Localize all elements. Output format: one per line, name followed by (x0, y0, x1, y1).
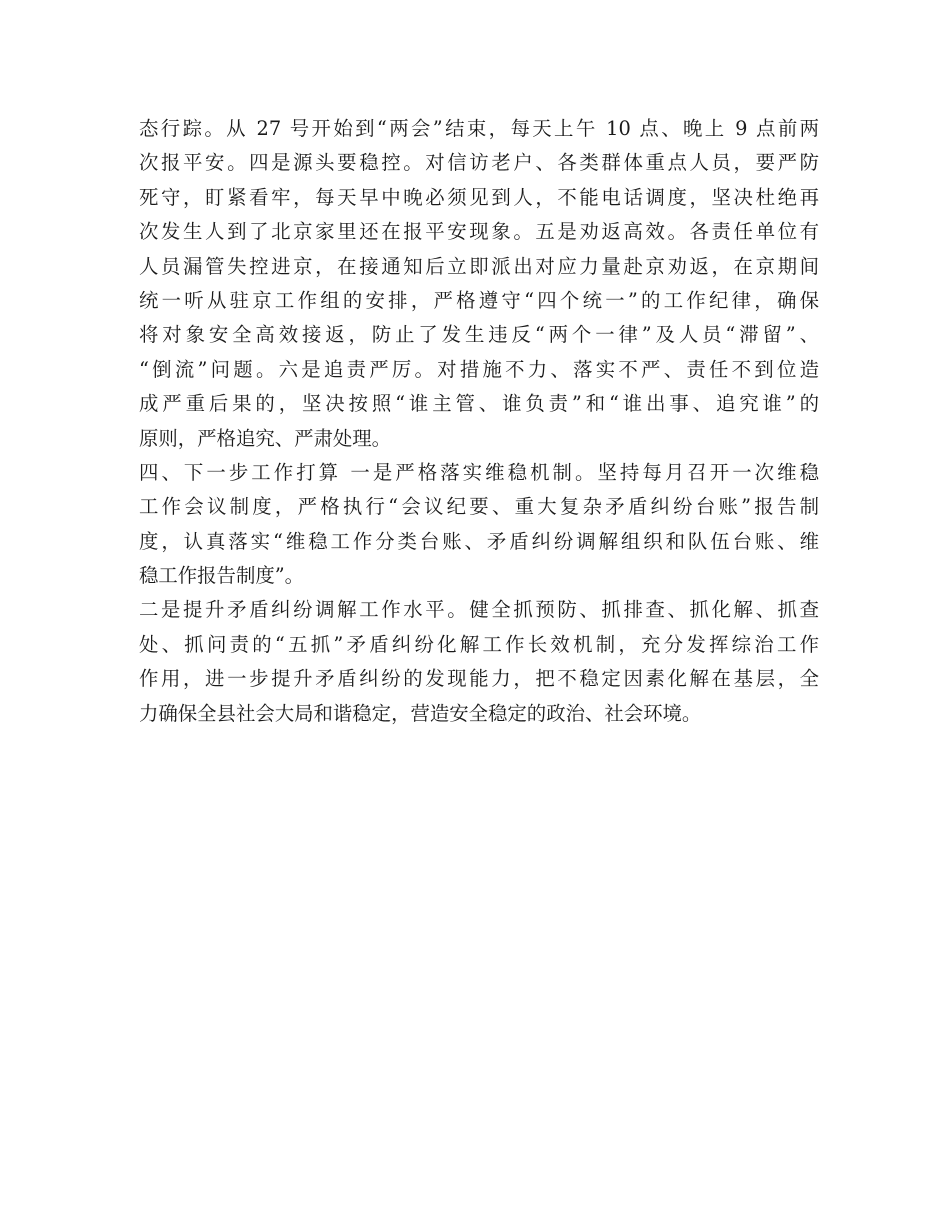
document-body (139, 112, 819, 731)
text-line: 二是提升矛盾纠纷调解工作水平。健全抓预防、抓排查、抓化解、抓查 (139, 598, 819, 622)
text-line: 人员漏管失控进京，在接通知后立即派出对应力量赴京劝返，在京期间 (139, 254, 819, 278)
text-line: 处、抓问责的“五抓”矛盾纠纷化解工作长效机制，充分发挥综治工作 (139, 632, 819, 656)
text-line: 原则，严格追究、严肃处理。 (139, 426, 392, 450)
text-line: 稳工作报告制度”。 (139, 564, 305, 588)
section-heading-line: 四、下一步工作打算 一是严格落实维稳机制。坚持每月召开一次维稳 (139, 460, 819, 484)
text-line: 统一听从驻京工作组的安排，严格遵守“四个统一”的工作纪律，确保 (139, 288, 819, 312)
text-line: 将对象安全高效接返，防止了发生违反“两个一律”及人员“滞留”、 (139, 323, 819, 347)
text-line: 度，认真落实“维稳工作分类台账、矛盾纠纷调解组织和队伍台账、维 (139, 529, 819, 553)
text-line: “倒流”问题。六是追责严厉。对措施不力、落实不严、责任不到位造 (139, 357, 819, 381)
text-line: 成严重后果的，坚决按照“谁主管、谁负责”和“谁出事、追究谁”的 (139, 392, 819, 416)
text-line: 作用，进一步提升矛盾纠纷的发现能力，把不稳定因素化解在基层，全 (139, 667, 819, 691)
text-line: 力确保全县社会大局和谐稳定，营造安全稳定的政治、社会环境。 (139, 701, 702, 725)
text-line: 工作会议制度，严格执行“会议纪要、重大复杂矛盾纠纷台账”报告制 (139, 495, 819, 519)
text-line: 死守，盯紧看牢，每天早中晚必须见到人，不能电话调度，坚决杜绝再 (139, 185, 819, 209)
text-line: 次报平安。四是源头要稳控。对信访老户、各类群体重点人员，要严防 (139, 151, 819, 175)
text-line: 次发生人到了北京家里还在报平安现象。五是劝返高效。各责任单位有 (139, 220, 819, 244)
text-line: 态行踪。从 27 号开始到“两会”结束，每天上午 10 点、晚上 9 点前两 (139, 117, 819, 140)
